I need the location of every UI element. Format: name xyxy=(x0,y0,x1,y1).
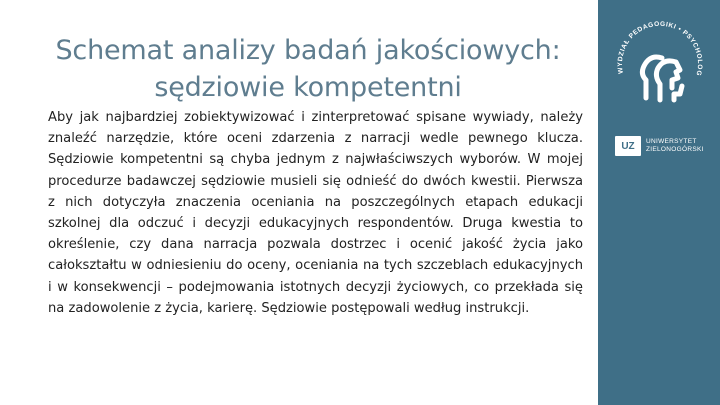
university-mark-icon: UZ xyxy=(615,136,641,156)
slide-title-line1: Schemat analizy badań jakościowych: xyxy=(55,35,561,66)
slide-title-line2: sędziowie kompetentni xyxy=(154,72,462,103)
university-name-line2: ZIELONOGÓRSKI xyxy=(646,146,704,153)
university-name xyxy=(646,138,704,154)
faculty-logo xyxy=(610,14,710,124)
university-logo xyxy=(615,134,715,158)
faculty-heads-logo-icon xyxy=(610,14,710,124)
slide-body-text: Aby jak najbardziej zobiektywizować i zinterpretować spisane wywiady, należy znaleźć narzędzie, które oceni zdarzenia z narracji wedle pewnego klucza. Sędziowie kompetentni są chyba jednym z najwłaściwszych wyborów. W mojej procedurze badawczej sędziowie musieli się odnieść do dwóch kwestii. Pierwsza z nich dotyczyła znaczenia oceniania na poszczególnych etapach edukacji szkolnej dla odczuć i decyzji edukacyjnych respondentów. Druga kwestia to określenie, czy dana narracja pozwala dostrzec i ocenić jakość życia jako całokształtu w odniesieniu do oceny, oceniania na tych szczeblach edukacyjnych i w konsekwencji – podejmowania istotnych decyzji życiowych, co przekłada się na zadowolenie z życia, karierę. Sędziowie postępowali według instrukcji. xyxy=(48,110,583,316)
svg-text:WYDZIAŁ PEDAGOGIKI • PSYCHOLOG: WYDZIAŁ PEDAGOGIKI • PSYCHOLOG xyxy=(616,20,704,77)
slide-title xyxy=(28,32,588,106)
university-name-line1: UNIWERSYTET xyxy=(646,138,697,145)
